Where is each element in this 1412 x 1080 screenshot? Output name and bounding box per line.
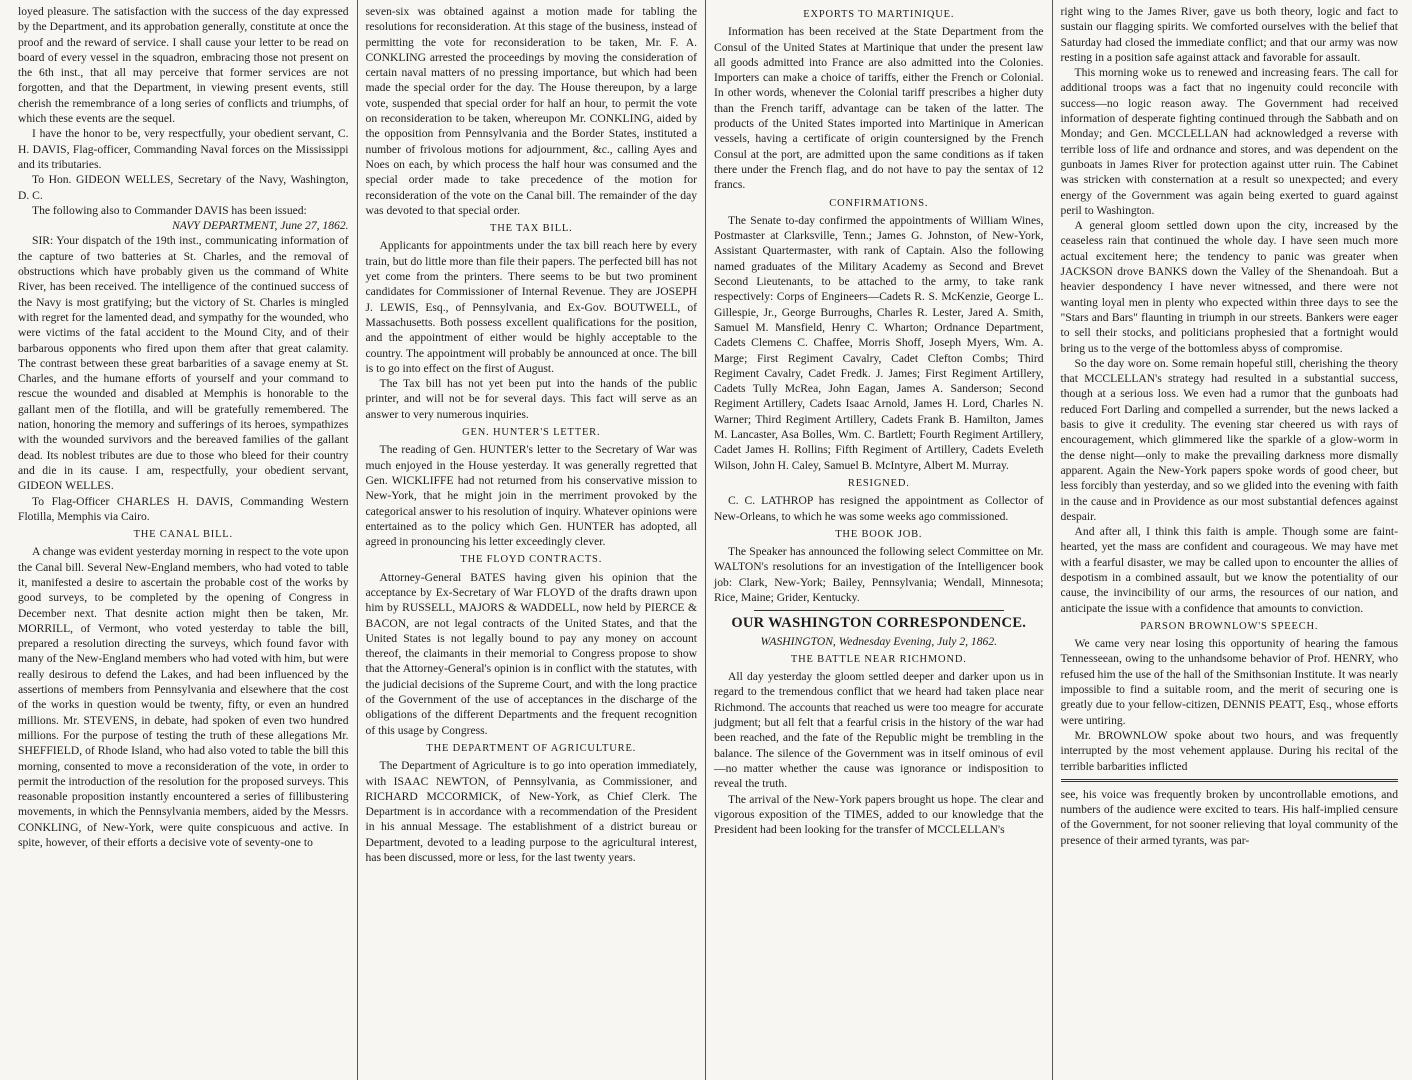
- article-paragraph: A general gloom settled down upon the city, increased by the ceaseless rain that continued the whole day. I have seen much more actual excitement here; the tendency to panic was greater when JACKSON drove BANKS down the Valley of the Shenandoah. But a heavier despondency I have never witnessed, and there were not wanting loyal men in plenty who expected within three days to see the "Stars and Bars" flaunting in triumph in our streets. Bankers were eager to sell their stocks, and politicians prophesied that a fortnight would bring us to the verge of the bottomless abyss of compromise.: [1060, 219, 1398, 355]
- dateline: WASHINGTON, Wednesday Evening, July 2, 1862.: [760, 634, 998, 648]
- article-paragraph: To Flag-Officer CHARLES H. DAVIS, Commanding Western Flotilla, Memphis via Cairo.: [18, 494, 349, 523]
- article-paragraph: Mr. BROWNLOW spoke about two hours, and was frequently interrupted by the most vehement applause. During his recital of the terrible barbarities inflicted: [1060, 728, 1398, 773]
- article-paragraph: A change was evident yesterday morning in respect to the vote upon the Canal bill. Several New-England members, who had voted to table it, manifested a desire to ascertain the probable cost of the works by good surveys, to be completed by the opening of Congress in December next. That desnite action might then be taken, Mr. MORRILL, of Vermont, who voted yesterday to table the bill, prepared a resolution directing the surveys, which found favor with many of the New-England members who had voted with him, but were really desirous to defend the Lakes, and had been influenced by the assertions of members from Pennsylvania and elsewhere that the cost of the works in question would be twenty, fifty, or even an hundred millions. Mr. STEVENS, in debate, had spoken of even two hundred millions. For the purpose of testing the truth of these allegations Mr. SHEFFIELD, of Rhode Island, who had also voted to table the bill this morning, consented to move a reconsideration of the vote, in order to permit the introduction of the resolution for the proposed surveys. This reasonable proposition instantly encountered a series of fillibustering movements, in which the Pennsylvania members, aided by the Messrs. CONKLING, of New-York, were quite conspicuous and active. In spite, however, of their efforts a decisive vote of seventy-one to: [18, 545, 349, 850]
- article-paragraph: This morning woke us to renewed and increasing fears. The call for additional troops was a fact that no ingenuity could reconcile with success—no logic reason away. The Government had received information of desperate fighting continued through the Sabbath and on Monday; and Gen. MCCLELLAN had acknowledged a reverse with terrible loss of life and ordnance and stores, and was dependent on the gunboats in James River for protection against utter ruin. The Cabinet was stricken with consternation at a result so unexpected; and every energy of the Government was again being exerted to guard against peril to Washington.: [1060, 66, 1398, 217]
- article-paragraph: Attorney-General BATES having given his opinion that the acceptance by Ex-Secretary of War FLOYD of the drafts drawn upon him by RUSSELL, MAJORS & WADDELL, now held by PIERCE & BACON, are not legal contracts of the United States, and that the United States is not legally bound to pay any money on account thereof, the claimants in their memorial to Congress propose to show that the Attorney-General's opinion is in conflict with the statutes, with the judicial decisions of the Supreme Court, and with the long practice of the Government of the use of acceptances in the discharge of the obligations of the different Departments and the frequent recognition of this usage by Congress.: [365, 570, 698, 737]
- section-heading: THE FLOYD CONTRACTS.: [460, 554, 603, 566]
- section-heading: THE TAX BILL.: [489, 223, 573, 235]
- article-paragraph: The arrival of the New-York papers brought us hope. The clear and vigorous exposition of the TIMES, added to our knowledge that the President had been looking for the transfer of MCCLELLAN's: [714, 792, 1044, 837]
- column-1: [10, 0, 357, 1080]
- column-2: [357, 0, 706, 1080]
- article-paragraph: right wing to the James River, gave us both theory, logic and fact to sustain our flagging spirits. We comforted ourselves with the belief that Saturday had closed the immediate conflict; and that our army was now resting in a position safe against attack and favorable for assault.: [1060, 5, 1398, 64]
- article-paragraph: Information has been received at the State Department from the Consul of the United States at Martinique that under the present law all goods admitted into France are also admitted into the Colonies. Importers can make a choice of tariffs, either the French or Colonial. In other words, whenever the Colonial tariff prescribes a higher duty than the French tariff, advantage can be taken of the latter. The products of the United States imported into Martinique in American vessels, having a certificate of origin countersigned by the French Consul at the port, are admitted upon the same conditions as if taken there under the French flag, and do not have to pay the sentax of 12 francs.: [714, 25, 1044, 192]
- article-paragraph: And after all, I think this faith is ample. Though some are faint-hearted, yet the mass are confident and courageous. We may have met with a fearful disaster, we may be called upon to encounter the allies of despotism in a combined assault, but we know the potentiality of our cause, the invincibility of our arms, the resources of our nation, and anticipate the issue with a confidence that amounts to conviction.: [1060, 525, 1398, 615]
- article-paragraph: The Department of Agriculture is to go into operation immediately, with ISAAC NEWTON, of Pennsylvania, as Commissioner, and RICHARD MCCORMICK, of New-York, as Chief Clerk. The Department is in accordance with a recommendation of the President in his annual Message. The establishment of a district bureau or Department, devoted to a leading purpose to the agricultural interest, has been discussed, more or less, for the last twenty years.: [365, 759, 698, 865]
- article-paragraph: The Speaker has announced the following select Committee on Mr. WALTON's resolutions for an investigation of the Intelligencer book job: Clark, New-York; Bailey, Pennsylvania; Wendall, Minnesota; Rice, Maine; Grider, Kentucky.: [714, 545, 1044, 604]
- article-paragraph: The Tax bill has not yet been put into the hands of the public printer, and will not be for several days. This fact will serve as an answer to very numerous inquiries.: [365, 377, 698, 421]
- section-heading: EXPORTS TO MARTINIQUE.: [803, 9, 955, 20]
- article-paragraph: To Hon. GIDEON WELLES, Secretary of the Navy, Washington, D. C.: [18, 173, 349, 202]
- article-paragraph: Applicants for appointments under the tax bill reach here by every train, but do little more than file their papers. The perfected bill has not yet come from the printers. There seems to be but two prominent candidates for Commissioner of Internal Revenue. They are JOSEPH J. LEWIS, Esq., of Pennsylvania, and Ex-Gov. BOUTWELL, of Massachusetts. Both possess excellent qualifications for the position, and the appointment of either would be highly acceptable to the country. The appointment will probably be announced at once. The bill is to go into effect on the first of August.: [365, 239, 698, 375]
- section-heading: CONFIRMATIONS.: [829, 197, 929, 209]
- article-paragraph: The Senate to-day confirmed the appointments of William Wines, Postmaster at Clarksville, Tenn.; James G. Johnston, of New-York, Assistant Quartermaster, with rank of Captain. Also the following named graduates of the Military Academy as Second and Brevet Second Lieutenants, to be attached to the army, to take rank respectively: Corps of Engineers—Cadets R. S. McKenzie, George L. Gillespie, Jr., George Burroughs, Charles R. Lester, Jared A. Smith, Samuel M. Mansfield, Henry C. Wharton; Ordnance Department, Cadets Clemens C. Chaffee, Morris Shoff, Joseph Myers, Wm. A. Marge; First Regiment Cavalry, Cadet Clefton Combs; Third Regiment Cavalry, Cadet Fredk. J. James; First Regiment Artillery, Cadets Tully McRea, John Eagan, James A. Sanderson; Second Regiment Artillery, Cadets Isaac Arnold, James H. Lord, Charles N. Warner; Third Regiment Artillery, Cadets Frank B. Hamilton, James M. Lancaster, Asa Bolles, Wm. C. Bartlett; Fourth Regiment Artillery, Cadet James H. Rollins; Fifth Regiment of Artillery, Cadets Eveleth Wilson, John H. Caley, Samuel B. McIntyre, Albert M. Murray.: [714, 213, 1044, 472]
- article-paragraph: seven-six was obtained against a motion made for tabling the resolutions for reconsideration. At this stage of the business, instead of permitting the vote for reconsideration to be taken, Mr. F. A. CONKLING arrested the proceedings by moving the consideration of certain naval matters of no pressing importance, but which had been made the special order for the day. The House thereupon, by a large vote, suspended that special order for half an hour, to permit the vote on reconsideration to be taken, whereupon Mr. CONKLING, aided by the opposition from Pennsylvania and the Border States, instituted a number of frivolous motions for adjournment, &c., calling Ayes and Noes on each, by which process the half hour was consumed and the special order made to take precedence of the motion for reconsideration of the vote on the Canal bill. The remainder of the day was devoted to that special order.: [365, 5, 698, 217]
- correspondence-headline: OUR WASHINGTON CORRESPONDENCE.: [731, 615, 1027, 632]
- section-heading: THE CANAL BILL.: [133, 529, 233, 541]
- article-paragraph: The following also to Commander DAVIS has been issued:: [32, 203, 307, 217]
- section-heading: GEN. HUNTER'S LETTER.: [462, 427, 601, 439]
- article-paragraph: We came very near losing this opportunity of hearing the famous Tennesseean, owing to the unhandsome behavior of Prof. HENRY, who refused him the use of the hall of the Smithsonian Institute. It was nearly impossible to find a suitable room, and the merit of securing one is greatly due to your fellow-citizen, DENNIS PEATT, Esq., whose efforts were untiring.: [1060, 637, 1398, 727]
- article-paragraph: All day yesterday the gloom settled deeper and darker upon us in regard to the tremendous conflict that we heard had taken place near Richmond. The accounts that reached us were too meagre for accurate judgment; but all felt that a fearful crisis in the history of the war had been reached, and the fate of the Republic might be trembling in the balance. The silence of the Government was in itself ominous of evil—no matter whether the cause was ignorance or indisposition to reveal the truth.: [714, 670, 1044, 791]
- section-heading: THE DEPARTMENT OF AGRICULTURE.: [426, 742, 637, 754]
- column-3: [705, 0, 1052, 1080]
- article-paragraph: The reading of Gen. HUNTER's letter to the Secretary of War was much enjoyed in the House yesterday. It was generally regretted that Gen. WICKLIFFE had not returned from his conservative mission to New-York, that he might join in the merriment provoked by the categorical answer to his resolution of inquiry. Whatever opinions were entertained as to the policy which Gen. HUNTER has adopted, all agreed in pronouncing his letter exceedingly clever.: [365, 443, 698, 549]
- section-heading: THE BATTLE NEAR RICHMOND.: [790, 653, 967, 665]
- section-heading: THE BOOK JOB.: [835, 528, 923, 540]
- divider: [754, 610, 1004, 611]
- article-paragraph: see, his voice was frequently broken by uncontrollable emotions, and numbers of the audience were excited to tears. His half-implied censure of the Government, for not sooner relieving that loyal community of the presence of their armed tyrants, was par-: [1060, 787, 1398, 847]
- article-paragraph: loyed pleasure. The satisfaction with the success of the day expressed by the Department, and its approbation generally, constitute at once the proof and the reward of service. I shall cause your letter to be read on board of every vessel in the squadron, embracing those not present on the 6th inst., that all may perceive that former services are not forgotten, and that the Department, in viewing present events, still cherish the remembrance of a long series of conflicts and triumphs, of which these events are the sequel.: [18, 5, 349, 126]
- article-paragraph: C. C. LATHROP has resigned the appointment as Collector of New-Orleans, to which he was some weeks ago commissioned.: [714, 494, 1044, 523]
- column-4: [1052, 0, 1406, 1080]
- section-heading: RESIGNED.: [847, 477, 910, 489]
- dateline: NAVY DEPARTMENT, June 27, 1862.: [172, 219, 349, 233]
- section-heading: PARSON BROWNLOW'S SPEECH.: [1140, 620, 1319, 632]
- article-paragraph: I have the honor to be, very respectfully, your obedient servant, C. H. DAVIS, Flag-officer, Commanding Naval forces on the Mississippi and its tributaries.: [18, 127, 349, 171]
- divider: [1061, 779, 1398, 782]
- article-paragraph: So the day wore on. Some remain hopeful still, cherishing the theory that MCCLELLAN's strategy had resulted in a substantial success, though at a serious loss. We even had a rumor that the gunboats had reduced Fort Darling and compelled a surrender, but the news lacked a basis to give it credulity. The evening star cheered us with rays of encouragement, which glimmered like the sparkle of a glow-worm in the dense night—only to make the prevailing darkness more dismally apparent. Again the New-York papers spoke words of good cheer, but less forcibly than yesterday, and so we glided into the evening with faith in the cause and in Providence as our most substantial defences against despair.: [1060, 356, 1398, 523]
- article-paragraph: SIR: Your dispatch of the 19th inst., communicating information of the capture of two batteries at St. Charles, and the removal of obstructions which have probably given us the command of White River, has been received. The intelligence of the continued success of the Navy is most gratifying; but the victory of St. Charles is mingled with regret for the lamented dead, and sympathy for the wounded, who were victims of the fatal accident to the Mound City, and of their barbarous opponents who fired upon them after that great calamity. The contrast between these great barbarities of a savage enemy at St. Charles, and the humane efforts of yourself and your command to rescue the wounded and disabled at Memphis is honorable to the gallant men of the flotilla, and will be gratefully remembered. The nation, honoring the memory and sufferings of its heroes, sympathizes with the wounded survivors and the bereaved families of the gallant dead. Its noblest tributes are due to those who bleed for their country and die in its cause. I am, respectfully, your obedient servant, GIDEON WELLES.: [18, 234, 349, 493]
